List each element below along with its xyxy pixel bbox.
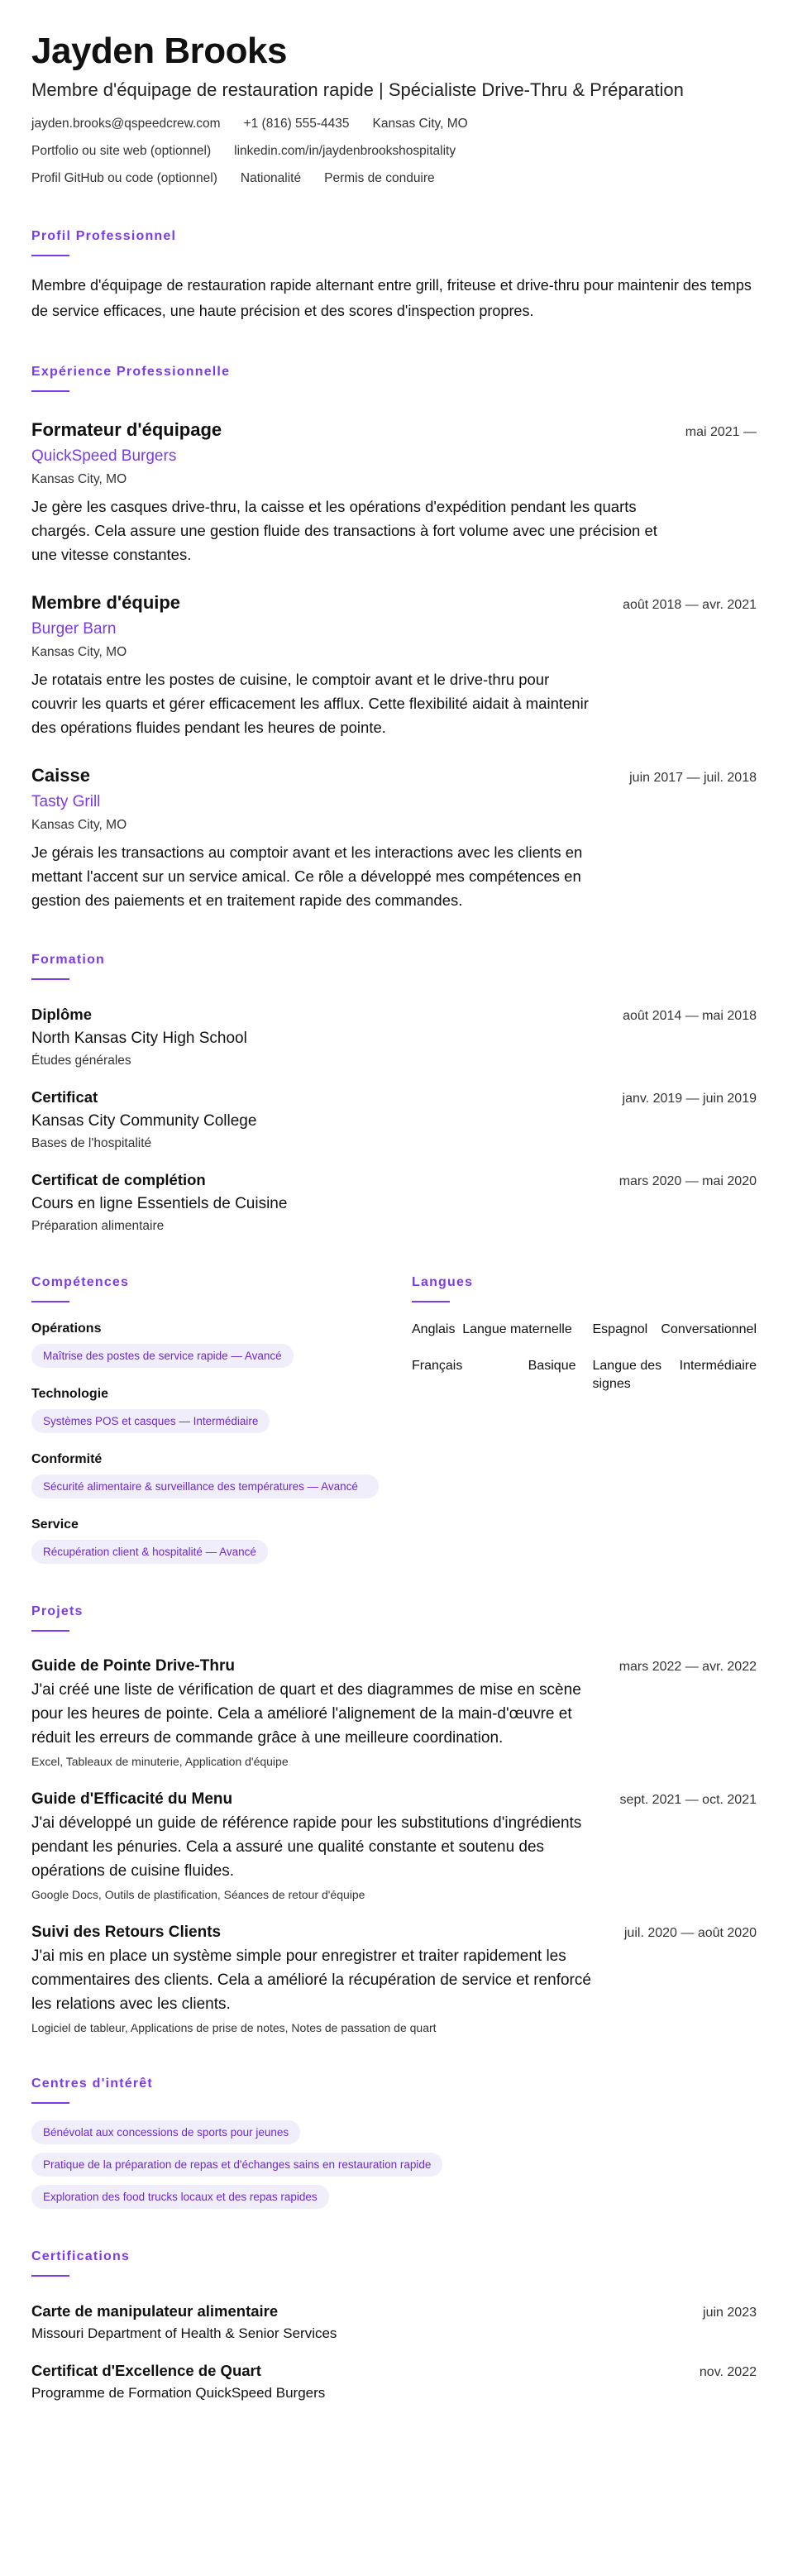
section-divider: [31, 978, 69, 980]
education-entry: [31, 1087, 757, 1152]
job-description: Je rotatais entre les postes de cuisine, le comptoir avant et le drive-thru pour couvrir les quarts et gérer efficacement les afflux. Cette flexibilité aidait à maintenir des opérations fluides pendant les heures de pointe.: [31, 671, 589, 736]
education-school: Cours en ligne Essentiels de Cuisine: [31, 1195, 288, 1212]
project-date: sept. 2021 — oct. 2021: [619, 1793, 757, 1807]
skill-category: Conformité: [31, 1452, 103, 1466]
project-description: J'ai développé un guide de référence rapide pour les substitutions d'ingrédients pendant les pénuries. Cela a assuré une qualité constante et soutenu des opérations de cuisine fluides.: [31, 1814, 582, 1880]
skill-group: [31, 1517, 379, 1564]
email-link[interactable]: jayden.brooks@qspeedcrew.com: [31, 117, 221, 131]
interest-chip: Exploration des food trucks locaux et des repas rapides: [31, 2185, 329, 2209]
certification-date: juin 2023: [703, 2306, 757, 2320]
section-divider: [31, 1630, 69, 1632]
candidate-headline: Membre d'équipage de restauration rapide | Spécialiste Drive-Thru & Préparation: [31, 79, 684, 100]
certification-date: nov. 2022: [699, 2365, 757, 2379]
project-description: J'ai mis en place un système simple pour enregistrer et traiter rapidement les commentaires des clients. Cela a amélioré la récupération de service et renforcé les relations avec les clients.: [31, 1948, 591, 2013]
certification-issuer: Programme de Formation QuickSpeed Burgers: [31, 2385, 326, 2401]
job-company: Burger Barn: [31, 620, 117, 638]
phone-link[interactable]: +1 (816) 555-4435: [243, 117, 350, 131]
project-entry: [31, 1923, 757, 2036]
education-entry: [31, 1005, 757, 1069]
education-entry: [31, 1170, 757, 1235]
skill-group: [31, 1321, 379, 1368]
language-name: Français: [412, 1359, 463, 1373]
interests-list: [31, 2120, 757, 2209]
language-level: Langue maternelle: [462, 1322, 572, 1336]
certifications-heading: Certifications: [31, 2249, 131, 2263]
language-name: Espagnol: [592, 1322, 648, 1336]
job-company: QuickSpeed Burgers: [31, 447, 177, 465]
language-item: [593, 1357, 757, 1393]
job-entry: [31, 764, 757, 912]
section-divider: [31, 390, 69, 392]
certifications-list: [31, 2301, 757, 2402]
project-entry: [31, 1790, 757, 1903]
job-location: Kansas City, MO: [31, 645, 127, 659]
education-school: North Kansas City High School: [31, 1030, 247, 1047]
certification-name: Carte de manipulateur alimentaire: [31, 2302, 279, 2320]
interests-heading: Centres d'intérêt: [31, 2077, 153, 2091]
job-entry: [31, 418, 757, 566]
portfolio-link[interactable]: Portfolio ou site web (optionnel): [31, 144, 212, 158]
project-tech: Google Docs, Outils de plastification, Séances de retour d'équipe: [31, 1888, 365, 1901]
section-divider: [31, 255, 69, 256]
summary-heading: Profil Professionnel: [31, 229, 177, 243]
job-title: Formateur d'équipage: [31, 419, 222, 440]
projects-list: [31, 1656, 757, 2036]
skill-chip: Sécurité alimentaire & surveillance des températures — Avancé: [31, 1474, 379, 1498]
section-divider: [412, 1301, 450, 1302]
education-degree: Certificat de complétion: [31, 1171, 206, 1188]
education-school: Kansas City Community College: [31, 1112, 257, 1130]
language-level: Conversationnel: [661, 1322, 757, 1336]
section-divider: [31, 2275, 69, 2277]
project-tech: Excel, Tableaux de minuterie, Application d'équipe: [31, 1755, 289, 1768]
skill-category: Service: [31, 1517, 79, 1532]
job-location: Kansas City, MO: [31, 472, 127, 486]
license-text: Permis de conduire: [324, 171, 435, 185]
linkedin-link[interactable]: linkedin.com/in/jaydenbrookshospitality: [234, 144, 456, 158]
language-item: [412, 1357, 576, 1393]
project-date: mars 2022 — avr. 2022: [618, 1660, 757, 1674]
project-title: Guide de Pointe Drive-Thru: [31, 1657, 235, 1675]
languages-grid: [412, 1321, 757, 1393]
certification-entry: [31, 2361, 757, 2402]
contact-row: [31, 116, 757, 132]
project-tech: Logiciel de tableur, Applications de prise de notes, Notes de passation de quart: [31, 2021, 437, 2034]
language-level: Intermédiaire: [679, 1359, 757, 1373]
skill-chip: Systèmes POS et casques — Intermédiaire: [31, 1409, 270, 1433]
education-degree: Certificat: [31, 1088, 98, 1106]
education-field: Études générales: [31, 1054, 131, 1068]
skills-languages-row: [31, 1235, 757, 1564]
experience-heading: Expérience Professionnelle: [31, 365, 231, 379]
section-divider: [31, 1301, 69, 1302]
job-location: Kansas City, MO: [31, 818, 127, 832]
job-date: mai 2021 —: [685, 425, 757, 439]
certification-entry: [31, 2301, 757, 2343]
job-description: Je gère les casques drive-thru, la caisse et les opérations d'expédition pendant les quarts chargés. Cela assure une gestion fluide des transactions à fort volume avec une précision et une vitesse constantes.: [31, 498, 657, 563]
education-degree: Diplôme: [31, 1006, 92, 1023]
skill-category: Technologie: [31, 1387, 109, 1401]
project-title: Guide d'Efficacité du Menu: [31, 1790, 233, 1808]
projects-heading: Projets: [31, 1604, 84, 1618]
nationality-text: Nationalité: [240, 171, 302, 185]
interest-chip: Pratique de la préparation de repas et d'échanges sains en restauration rapide: [31, 2153, 442, 2177]
certification-name: Certificat d'Excellence de Quart: [31, 2362, 261, 2379]
job-entry: [31, 591, 757, 739]
skill-group: [31, 1451, 379, 1498]
job-description: Je gérais les transactions au comptoir avant et les interactions avec les clients en mettant l'accent sur un service amical. Ce rôle a développé mes compétences en gestion des paiements et en traitement rapide des commandes.: [31, 844, 583, 909]
skills-column: [31, 1235, 379, 1564]
job-date: juin 2017 — juil. 2018: [629, 771, 757, 785]
language-level: Basique: [528, 1359, 576, 1373]
skill-chip: Récupération client & hospitalité — Avancé: [31, 1540, 268, 1564]
job-company: Tasty Grill: [31, 793, 101, 810]
candidate-name: Jayden Brooks: [31, 31, 287, 71]
job-date: août 2018 — avr. 2021: [623, 598, 757, 612]
project-date: juil. 2020 — août 2020: [623, 1926, 757, 1940]
skill-chip: Maîtrise des postes de service rapide — Avancé: [31, 1344, 294, 1368]
skills-heading: Compétences: [31, 1275, 130, 1289]
job-title: Caisse: [31, 765, 90, 786]
skill-category: Opérations: [31, 1321, 102, 1336]
education-date: mars 2020 — mai 2020: [618, 1174, 757, 1188]
languages-column: [412, 1235, 757, 1564]
education-field: Bases de l'hospitalité: [31, 1136, 152, 1150]
job-title: Membre d'équipe: [31, 592, 181, 613]
experience-list: [31, 418, 757, 912]
education-date: janv. 2019 — juin 2019: [622, 1092, 757, 1106]
language-name: Anglais: [412, 1322, 456, 1336]
skill-group: [31, 1386, 379, 1433]
github-link[interactable]: Profil GitHub ou code (optionnel): [31, 171, 217, 185]
language-name: Langue des signes: [592, 1359, 662, 1391]
language-item: [412, 1321, 576, 1339]
education-list: [31, 1005, 757, 1235]
section-divider: [31, 2102, 69, 2104]
certification-issuer: Missouri Department of Health & Senior Services: [31, 2325, 337, 2341]
project-entry: [31, 1656, 757, 1770]
location-text: Kansas City, MO: [372, 117, 468, 131]
education-heading: Formation: [31, 953, 106, 967]
project-title: Suivi des Retours Clients: [31, 1924, 222, 1941]
contact-row: [31, 170, 757, 187]
contact-row: [31, 143, 757, 160]
education-date: août 2014 — mai 2018: [623, 1009, 757, 1023]
project-description: J'ai créé une liste de vérification de quart et des diagrammes de mise en scène pour les heures de pointe. Cela a amélioré l'alignement de la main-d'œuvre et réduit les erreurs de commande grâce à une meilleure coordination.: [31, 1681, 581, 1747]
languages-heading: Langues: [412, 1275, 474, 1289]
language-item: [593, 1321, 757, 1339]
summary-text: Membre d'équipage de restauration rapide alternant entre grill, friteuse et drive-thru pour maintenir des temps de service efficaces, une haute précision et des scores d'inspection propres.: [31, 277, 752, 319]
education-field: Préparation alimentaire: [31, 1219, 165, 1233]
interest-chip: Bénévolat aux concessions de sports pour jeunes: [31, 2120, 300, 2144]
